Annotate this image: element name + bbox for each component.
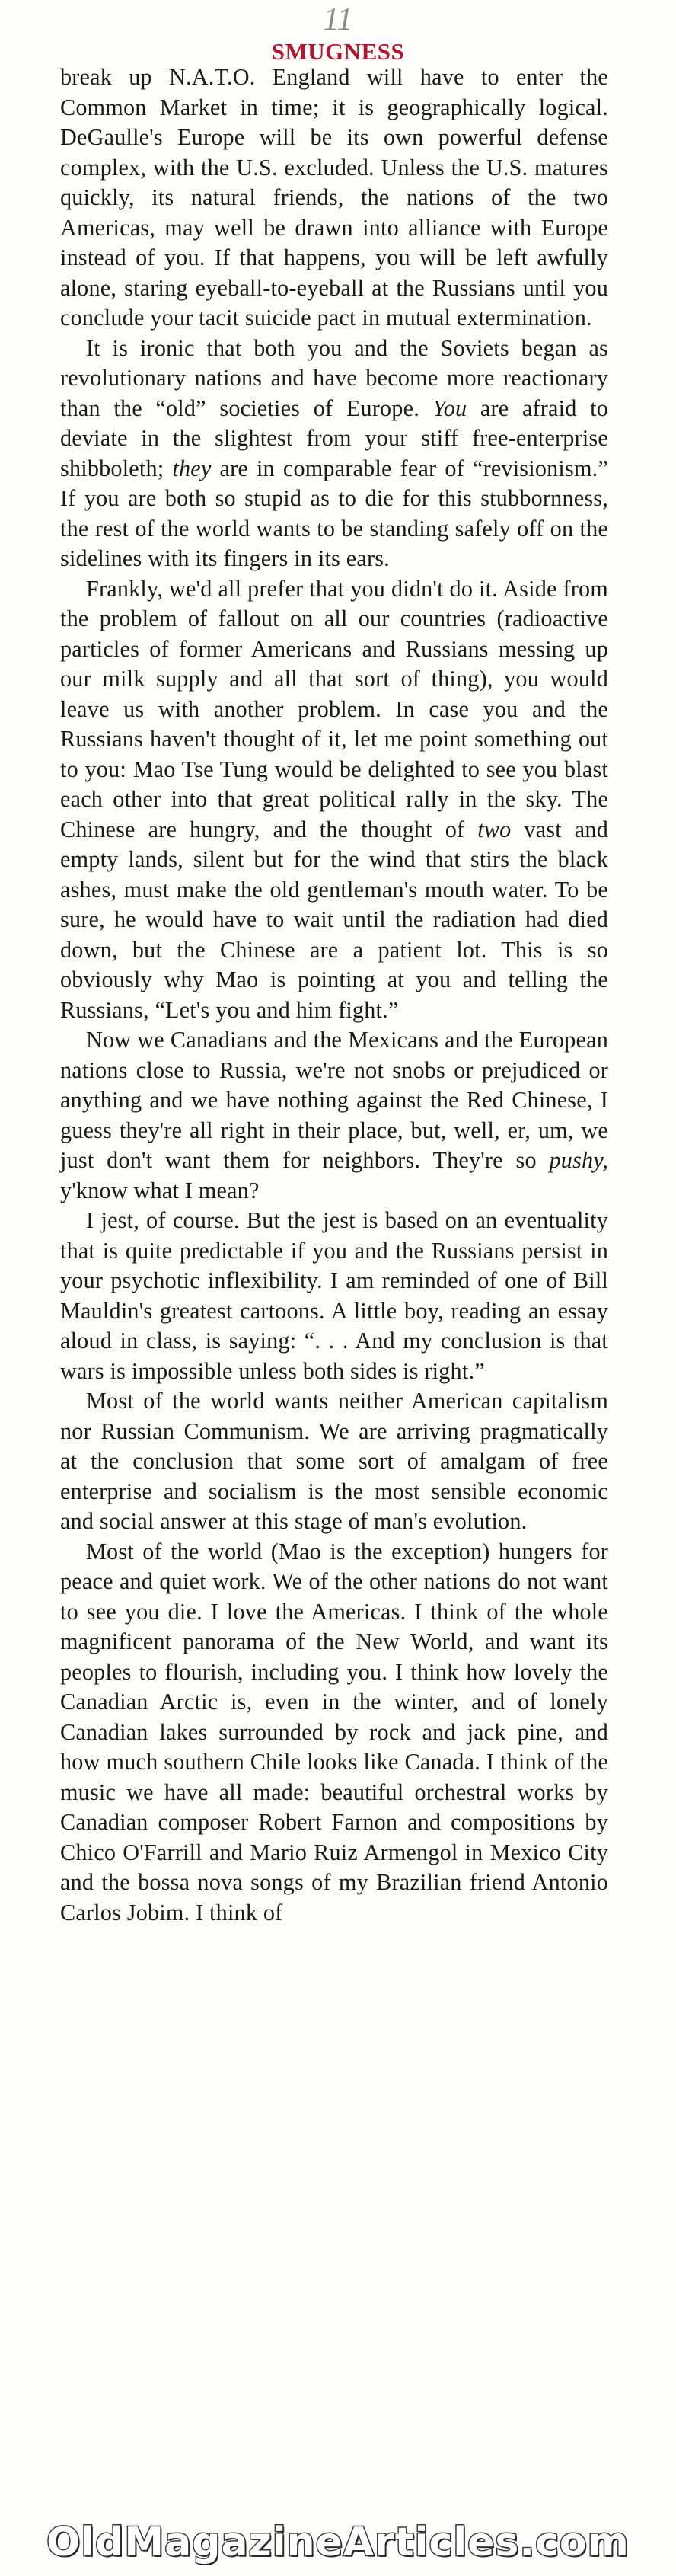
- article-paragraph: [60, 334, 608, 574]
- paragraph-text: Most of the world (Mao is the exception) hungers for peace and quiet work. We of the other nations do not want to see you die. I love the Americas. I think of the whole magnificent panorama of the New World, and want its peoples to flourish, including you. I think how lovely the Canadian Arctic is, even in the winter, and of lonely Canadian lakes surrounded by rock and jack pine, and how much southern Chile looks like Canada. I think of the music we have all made: beautiful orchestral works by Canadian composer Robert Farnon and compositions by Chico O'Farrill and Mario Ruiz Armengol in Mexico City and the bossa nova songs of my Brazilian friend Antonio Carlos Jobim. I think of: [60, 1538, 608, 1926]
- site-watermark-banner[interactable]: OldMagazineArticles.com: [0, 2518, 676, 2567]
- paragraph-text: Now we Canadians and the Mexicans and the European nations close to Russia, we're not snobs or prejudiced or anything and we have nothing against the Red Chinese, I guess they're all right in their place, but, well, er, um, we just don't want them for neighbors. They're so: [60, 1027, 608, 1173]
- paragraph-text: vast and empty lands, silent but for the wind that stirs the black ashes, must make the old gentleman's mouth water. To be sure, he would have to wait until the radiation had died down, but the Chinese are a patient lot. This is so obviously why Mao is pointing at you and telling the Russians, “Let's you and him fight.”: [60, 816, 608, 1023]
- paragraph-text: break up N.A.T.O. England will have to enter the Common Market in time; it is geographically logical. DeGaulle's Europe will be its own powerful defense complex, with the U.S. excluded. Unless the U.S. matures quickly, its natural friends, the nations of the two Americas, may well be drawn into alliance with Europe instead of you. If that happens, you will be left awfully alone, staring eyeball-to-eyeball at the Russians until you conclude your tacit suicide pact in mutual extermination.: [60, 64, 608, 331]
- italic-text: two: [477, 816, 512, 842]
- paragraph-text: y'know what I mean?: [60, 1177, 260, 1203]
- article-paragraph: [60, 1537, 608, 1929]
- page-number: 11: [323, 2, 353, 37]
- article-paragraph: [60, 1386, 608, 1537]
- paragraph-text: It is ironic that both you and the Soviets began as revolutionary nations and have become more reactionary than the “old” societies of Europe.: [60, 334, 608, 421]
- italic-text: they: [172, 455, 212, 481]
- italic-text: pushy,: [549, 1147, 608, 1173]
- paragraph-text: I jest, of course. But the jest is based on an eventuality that is quite predictable if you and the Russians persist in your psychotic inflexibility. I am reminded of one of Bill Mauldin's greatest cartoons. A little boy, reading an essay aloud in class, is saying: “. . . And my conclusion is that wars is impossible unless both sides is right.”: [60, 1207, 608, 1384]
- paragraph-text: are afraid to deviate in the slightest from your stiff free-enterprise shibboleth;: [60, 395, 608, 481]
- italic-text: You: [432, 395, 467, 421]
- article-paragraph: [60, 62, 608, 334]
- article-body: [60, 62, 608, 1928]
- article-paragraph: [60, 1206, 608, 1386]
- paragraph-text: Frankly, we'd all prefer that you didn't do it. Aside from the problem of fallout on all our countries (radioactive particles of former Americans and Russians messing up our milk supply and all that sort of thing), you would leave us with another problem. In case you and the Russians haven't thought of it, let me point something out to you: Mao Tse Tung would be delighted to see you blast each other into that great political rally in the sky. The Chinese are hungry, and the thought of: [60, 575, 608, 842]
- article-paragraph: [60, 574, 608, 1026]
- paragraph-text: Most of the world wants neither American capitalism nor Russian Communism. We are arriving pragmatically at the conclusion that some sort of amalgam of free enterprise and socialism is the most sensible economic and social answer at this stage of man's evolution.: [60, 1388, 608, 1534]
- paragraph-text: are in comparable fear of “revisionism.” If you are both so stupid as to die for this stubbornness, the rest of the world wants to be standing safely off on the sidelines with its fingers in its ears.: [60, 455, 608, 571]
- article-paragraph: [60, 1025, 608, 1206]
- article-section-title: SMUGNESS: [271, 38, 405, 65]
